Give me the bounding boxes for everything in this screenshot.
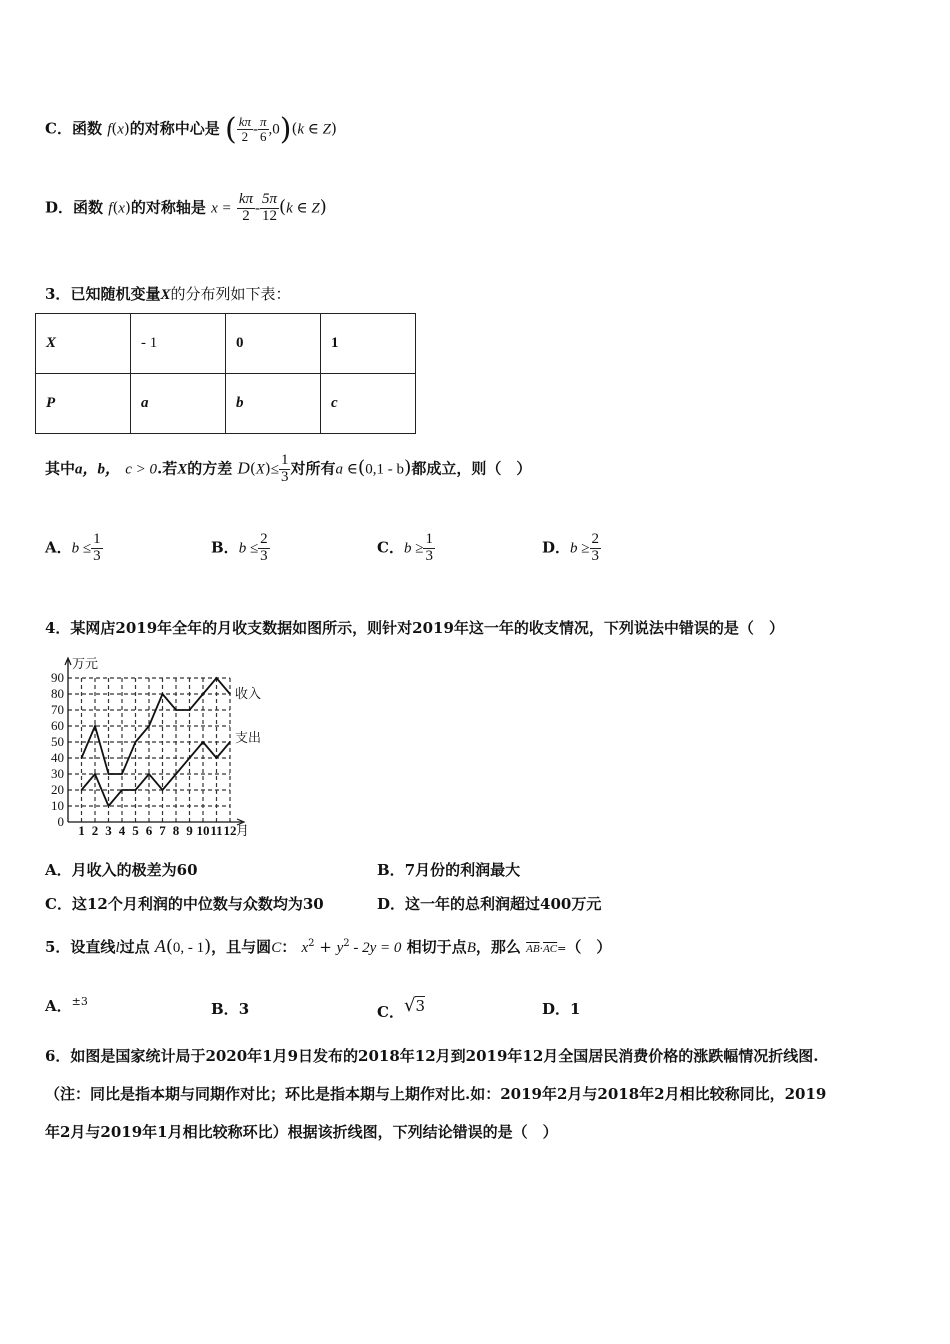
q5-option-a[interactable]: A．$^{\pm 3}$ [45,995,88,1015]
data-point [216,677,218,679]
y-tick-label: 90 [51,670,64,685]
data-point [121,789,123,791]
table-cell: - 1 [131,314,226,374]
fraction: $\frac{2}{3}$ [591,531,599,564]
data-point [229,741,231,743]
data-point [135,789,137,791]
option-text: 函数 [71,119,102,138]
data-point [81,789,83,791]
x-axis-label: 月 [236,823,250,838]
q4-option-c[interactable]: C．这12个月利润的中位数与众数均为30 [45,895,324,913]
x-tick-label: 5 [132,823,139,838]
data-point [229,693,231,695]
data-point [148,773,150,775]
x-tick-label: 1 [78,823,85,838]
y-tick-label: 80 [51,686,64,701]
q4-option-d[interactable]: D．这一年的总利润超过400万元 [377,895,602,913]
fraction: $\frac{2}{3}$ [260,531,268,564]
y-tick-label: 50 [51,734,64,749]
option-text: 的对称中心是 [129,119,220,138]
table-cell: c [321,374,416,434]
option-label: A． [45,538,72,557]
fraction: $\frac{k\pi}{2}$ [238,191,254,224]
func-name: f [107,121,112,138]
data-point [202,741,204,743]
table-cell: 0 [226,314,321,374]
q4-stem: 4．某网店2019年全年的月收支数据如图所示，则针对2019年这一年的收支情况，下列说法中错误的是（ ） [45,619,784,637]
y-tick-label: 60 [51,718,64,733]
fraction: $\frac{k\pi}{2}$ [238,114,252,144]
x-tick-label: 6 [145,823,153,838]
data-point [121,773,123,775]
data-point [81,757,83,759]
x-tick-label: 9 [186,823,193,838]
func-name: f [108,200,113,217]
sqrt-icon: √ [403,995,416,1016]
x-tick-label: 8 [172,823,180,838]
q2-option-c: C．函数 f(x)的对称中心是 ( $\frac{k\pi}{2}$ - $\frac{\pi}{6}$ ,0)(k ∈ Z) [45,112,337,147]
distribution-table [35,313,416,434]
series-label: 收入 [235,686,262,701]
fraction: $\frac{\pi}{6}$ [260,114,267,144]
option-label: C． [45,119,72,138]
q3-option-c[interactable]: C．b ≥ $\frac{1}{3}$ [377,531,433,564]
func-arg: x [118,200,125,217]
option-text: 的对称轴是 [130,198,206,217]
y-tick-label: 0 [57,814,64,829]
x-tick-label: 11 [210,823,223,838]
table-cell: P [36,374,131,434]
fraction: $\frac{1}{3}$ [425,531,433,564]
data-point [175,709,177,711]
data-point [175,773,177,775]
q3-option-a[interactable]: A．b ≤ $\frac{1}{3}$ [45,531,101,564]
x-tick-label: 10 [196,823,210,838]
y-tick-label: 30 [51,766,64,781]
q3-condition: 其中a，b， c > 0.若X的方差 D(X)≤ $\frac{1}{3}$ 对所有a ∈(0,1 - b)都成立，则（ ） [45,452,532,485]
x-tick-label: 3 [105,823,112,838]
y-axis-label: 万元 [72,656,99,671]
table-cell: a [131,374,226,434]
q6-line-2: （注：同比是指本期与同期作对比；环比是指本期与上期作对比.如：2019年2月与2018年2月相比较称同比，2019 [45,1085,827,1103]
data-point [108,773,110,775]
x-tick-label: 7 [159,823,166,838]
data-point [94,725,96,727]
data-point [162,789,164,791]
option-label: B． [211,538,239,557]
series-label: 支出 [235,730,262,745]
vector-ab: $\overline{AB}$ [526,943,540,955]
y-tick-label: 70 [51,702,64,717]
fraction: $\frac{5\pi}{12}$ [262,191,278,224]
y-tick-label: 40 [51,750,64,765]
x-tick-label: 2 [91,823,99,838]
q6-line-1: 6．如图是国家统计局于2020年1月9日发布的2018年12月到2019年12月全国居民消费价格的涨跌幅情况折线图. [45,1047,819,1065]
data-point [135,741,137,743]
table-row [36,314,416,374]
table-cell: 1 [321,314,416,374]
option-label: D． [45,198,74,217]
data-point [189,709,191,711]
data-point [148,725,150,727]
q5-option-c[interactable]: C．√3 [377,995,425,1021]
data-point [216,757,218,759]
data-point [94,773,96,775]
lhs: x = [211,200,232,217]
q5-stem: 5．设直线l过点 A(0, - 1)，且与圆C： $x^2 + y^2 - 2y = 0$ 相切于点B，那么 $\overline{AB}\cdot\overline{AC}=$（ ） [45,936,612,957]
condition: k ∈ Z [297,121,331,138]
vector-ac: $\overline{AC}$ [543,943,558,955]
condition: k ∈ Z [286,200,320,217]
func-arg: x [117,121,124,138]
table-cell: X [36,314,131,374]
y-tick-label: 20 [51,782,64,797]
q4-option-b[interactable]: B．7月份的利润最大 [377,861,521,879]
q3-stem: 3．已知随机变量X的分布列如下表： [45,285,291,303]
table-row [36,374,416,434]
fraction: $\frac{1}{3}$ [280,452,289,485]
q5-option-b[interactable]: B．3 [211,1000,250,1018]
data-point [108,805,110,807]
q4-option-a[interactable]: A．月收入的极差为60 [45,861,198,879]
x-tick-label: 12 [223,823,237,838]
income-expense-chart [40,654,285,839]
data-point [162,693,164,695]
option-text: 函数 [73,198,104,217]
data-point [202,693,204,695]
option-label: C． [377,538,404,557]
q3-option-b[interactable]: B．b ≤ $\frac{2}{3}$ [211,531,268,564]
q5-option-d[interactable]: D．1 [542,1000,581,1018]
data-point [189,757,191,759]
option-label: D． [542,538,571,557]
q2-option-d: D．函数 f(x)的对称轴是 x = $\frac{k\pi}{2}$ - $\frac{5\pi}{12}$ (k ∈ Z) [45,191,327,224]
x-tick-label: 4 [118,823,126,838]
table-cell: b [226,374,321,434]
y-tick-label: 10 [51,798,64,813]
q3-option-d[interactable]: D．b ≥ $\frac{2}{3}$ [542,531,599,564]
fraction: $\frac{1}{3}$ [93,531,101,564]
q6-line-3: 年2月与2019年1月相比较称环比）根据该折线图，下列结论错误的是（ ） [45,1123,558,1141]
